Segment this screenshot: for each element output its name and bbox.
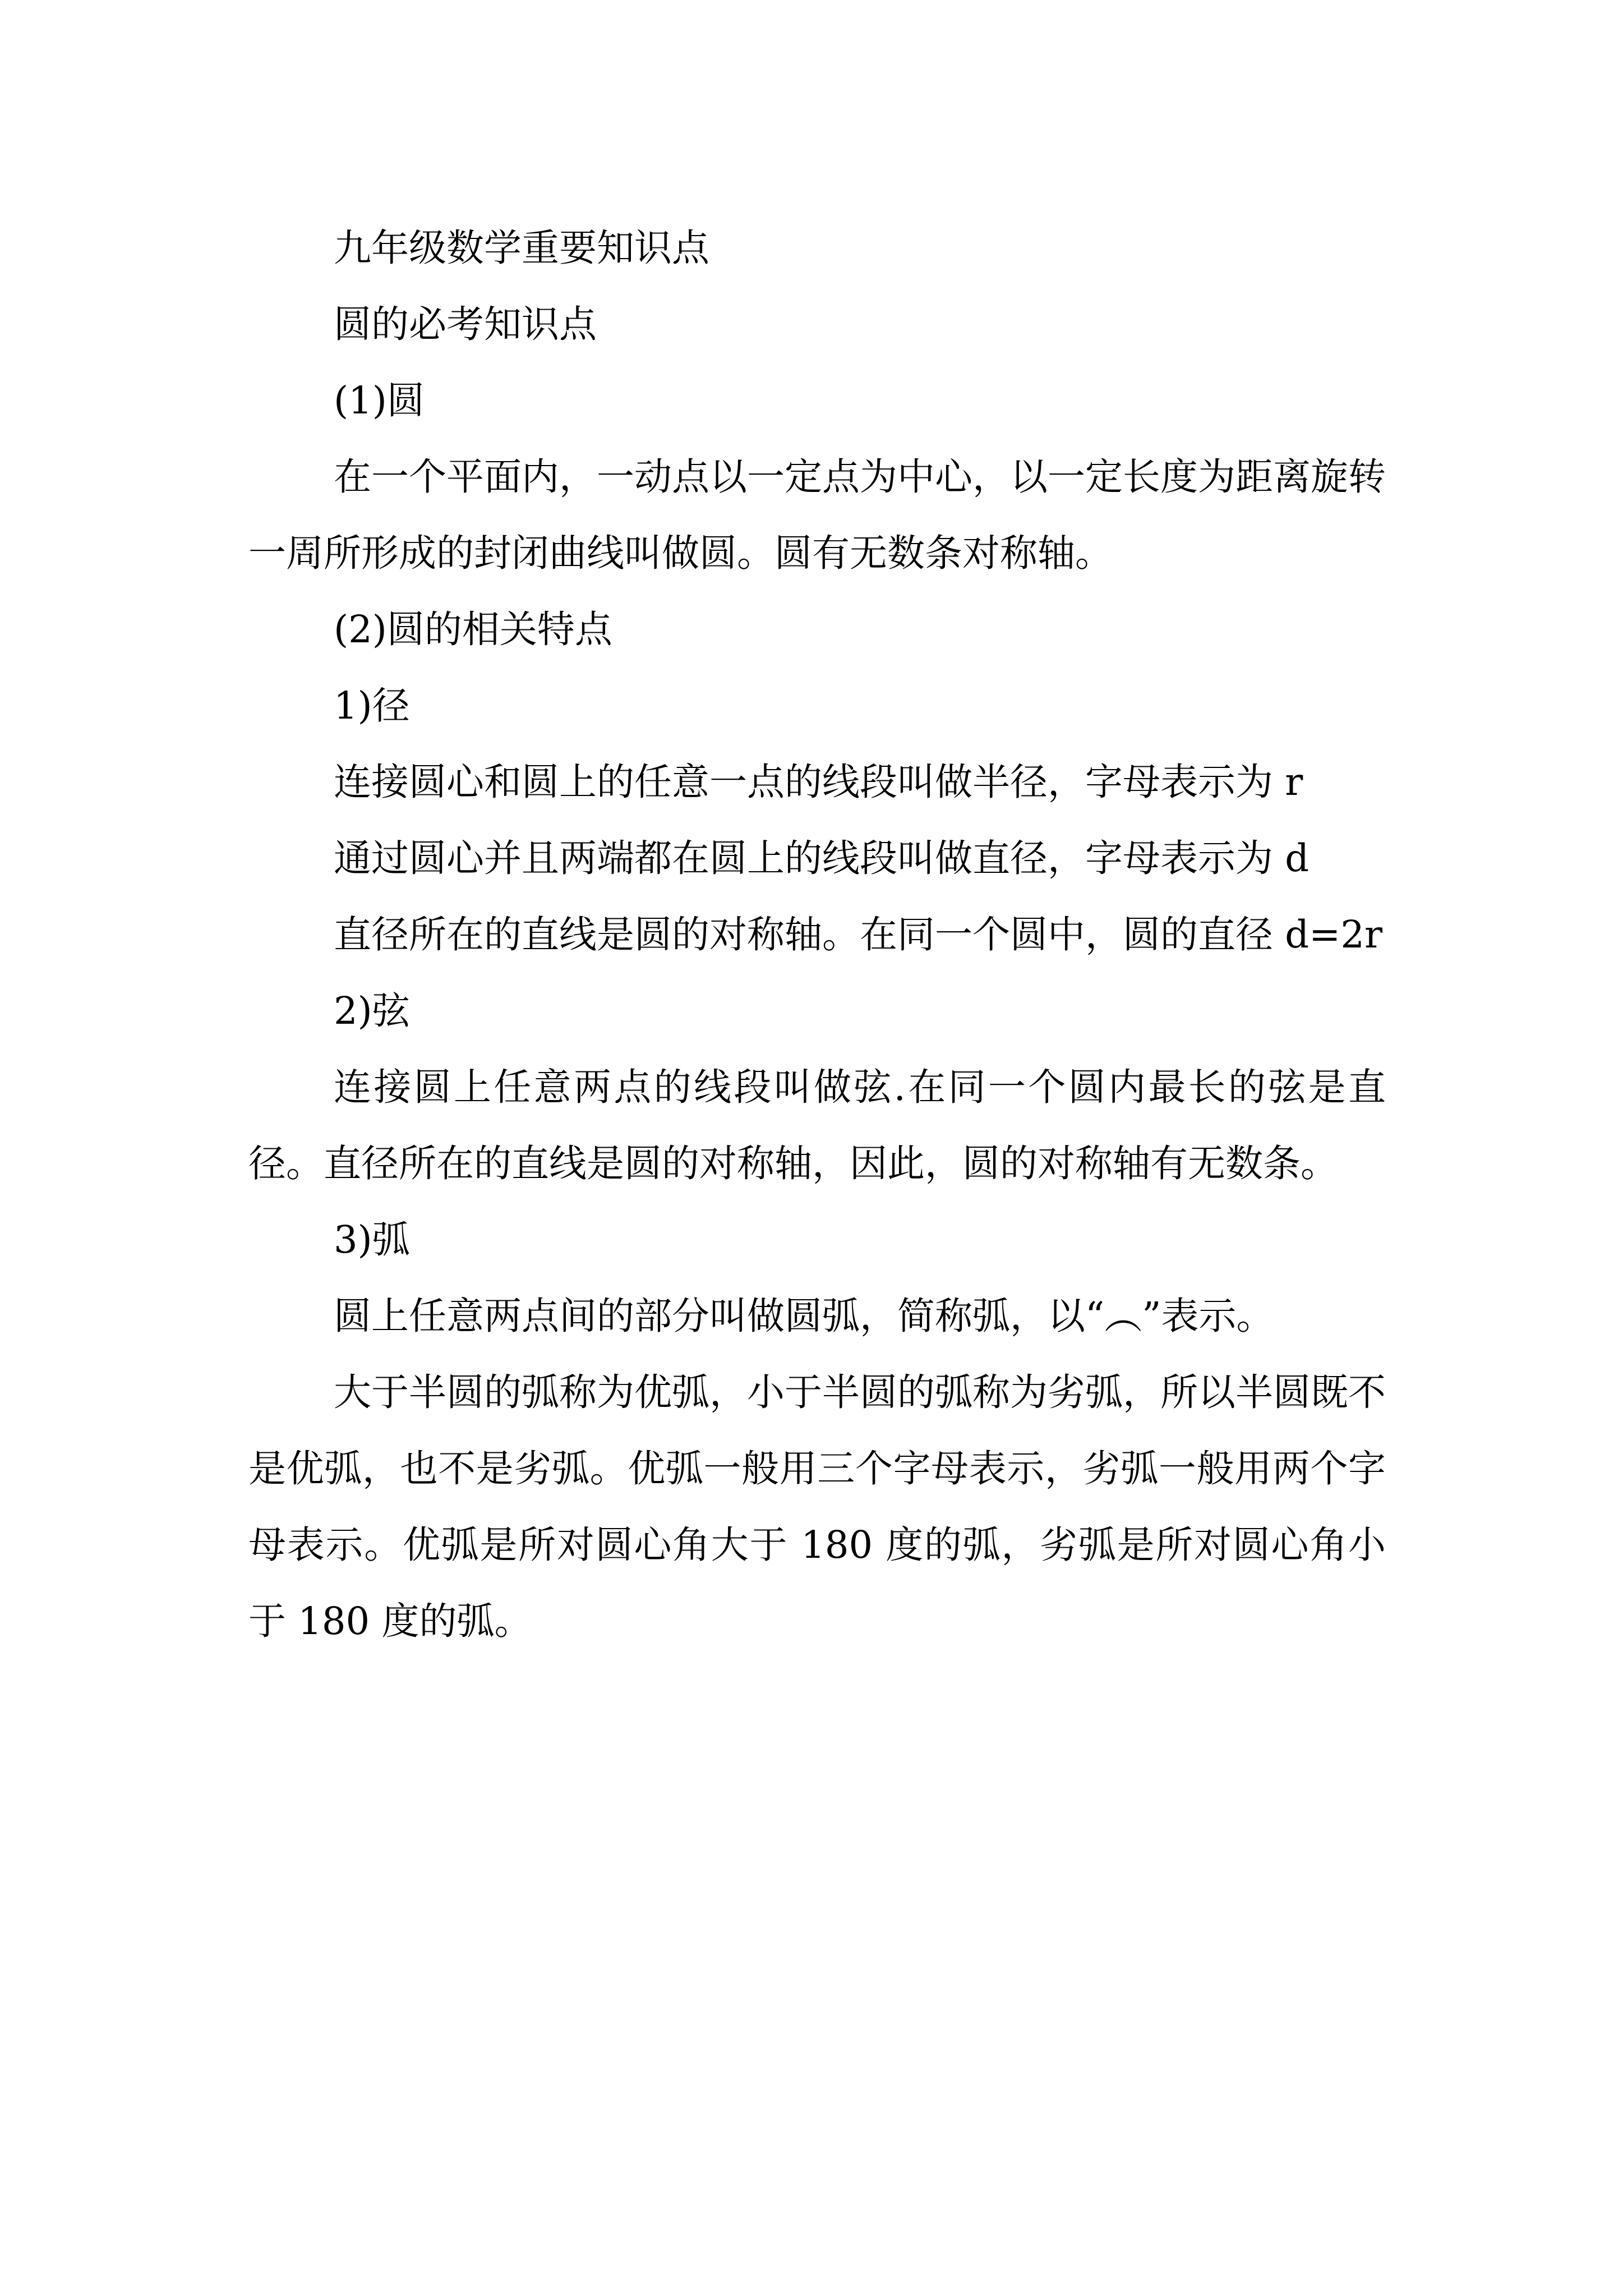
subheading-circle: (1)圆 [334,379,425,422]
subheading-arc: 3)弧 [334,1218,410,1262]
paragraph-diameter: 通过圆心并且两端都在圆上的线段叫做直径，字母表示为 d [334,836,1310,880]
document-title: 九年级数学重要知识点 [334,226,709,270]
section-title: 圆的必考知识点 [334,302,597,346]
paragraph-radius: 连接圆心和圆上的任意一点的线段叫做半径，字母表示为 r [334,760,1303,804]
subheading-circle-features: (2)圆的相关特点 [334,608,612,651]
subheading-chord: 2)弦 [334,989,410,1033]
paragraph-circle-definition: 在一个平面内，一动点以一定点为中心，以一定长度为距离旋转一周所形成的封闭曲线叫做圆。圆有无数条对称轴。 [248,455,1386,575]
subheading-radius: 1)径 [334,684,410,728]
paragraph-arc-definition: 圆上任意两点间的部分叫做圆弧，简称弧，以“︵”表示。 [334,1294,1274,1338]
paragraph-diameter-axis: 直径所在的直线是圆的对称轴。在同一个圆中，圆的直径 d=2r [334,913,1382,956]
paragraph-major-minor-arc: 大于半圆的弧称为优弧，小于半圆的弧称为劣弧，所以半圆既不是优弧，也不是劣弧。优弧一般用三个字母表示，劣弧一般用两个字母表示。优弧是所对圆心角大于 180 度的弧，劣弧是所对圆心角小于 180 度的弧。 [248,1370,1386,1643]
document-body [248,210,1386,1659]
paragraph-chord: 连接圆上任意两点的线段叫做弦.在同一个圆内最长的弦是直径。直径所在的直线是圆的对称轴，因此，圆的对称轴有无数条。 [248,1065,1386,1185]
